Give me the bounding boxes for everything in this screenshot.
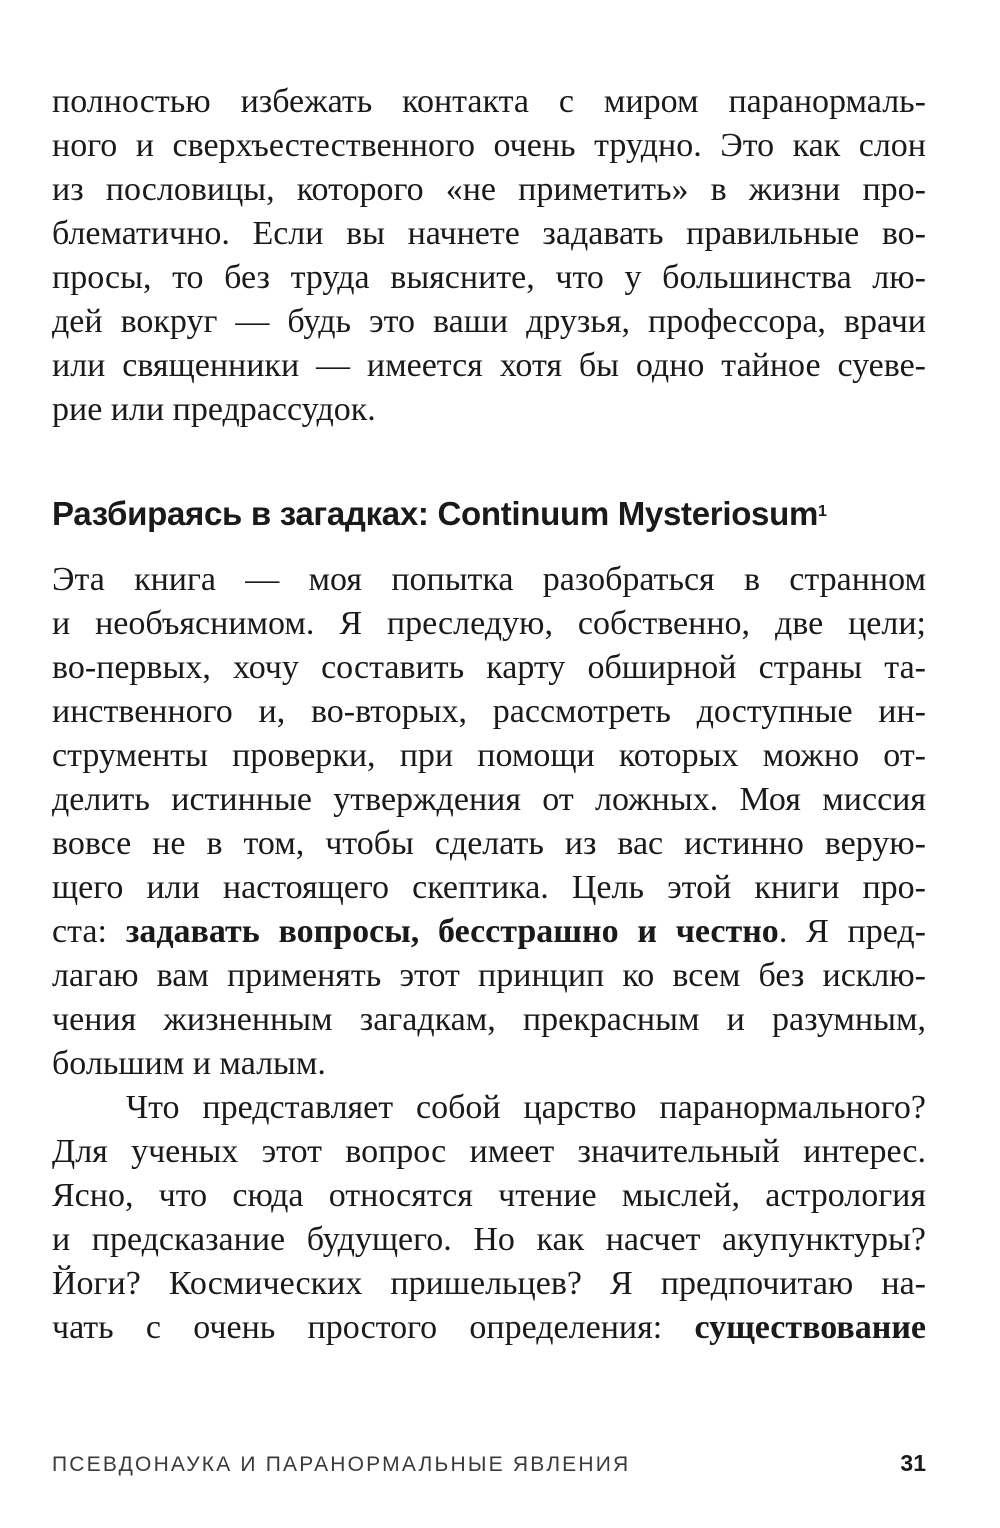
paragraph-1-line: из пословицы, которого «не приметить» в жизни про- <box>52 171 926 208</box>
line-text: ста: <box>52 913 126 950</box>
paragraph-2-line: и необъяснимом. Я преследую, собственно, две цели; <box>52 605 926 642</box>
page-footer <box>52 1450 926 1477</box>
paragraph-1-line: блематично. Если вы начнете задавать правильные во- <box>52 215 926 252</box>
paragraph-2-line: инственного и, во-вторых, рассмотреть доступные ин- <box>52 693 926 730</box>
paragraph-3-line: Йоги? Космических пришельцев? Я предпочитаю на- <box>52 1265 926 1302</box>
paragraph-2 <box>52 558 926 1086</box>
paragraph-1-line: рие или предрассудок. <box>52 391 376 428</box>
paragraph-1 <box>52 80 926 432</box>
paragraph-2-line: Эта книга — моя попытка разобраться в странном <box>52 561 926 598</box>
paragraph-2-line: чения жизненным загадкам, прекрасным и разумным, <box>52 1001 926 1038</box>
paragraph-2-line <box>52 910 926 954</box>
paragraph-1-line: полностью избежать контакта с миром паранормаль- <box>52 83 926 120</box>
emphasis-text: задавать вопросы, бесстрашно и честно <box>125 913 779 950</box>
paragraph-3-line: Что представляет собой царство паранормального? <box>126 1089 926 1126</box>
paragraph-1-line: дей вокруг — будь это ваши друзья, профессора, врачи <box>52 303 926 340</box>
footnote-mark: 1 <box>818 503 827 520</box>
emphasis-text: существование <box>694 1309 926 1346</box>
paragraph-1-line: ного и сверхъестественного очень трудно. Это как слон <box>52 127 926 164</box>
paragraph-2-line: вовсе не в том, чтобы сделать из вас истинно верую- <box>52 825 926 862</box>
paragraph-1-line: или священники — имеется хотя бы одно тайное суеве- <box>52 347 926 384</box>
paragraph-3 <box>52 1086 926 1350</box>
paragraph-3-line: и предсказание будущего. Но как насчет акупунктуры? <box>52 1221 926 1258</box>
line-text: чать с очень простого определения: <box>52 1309 695 1346</box>
page-number: 31 <box>900 1450 926 1476</box>
paragraph-2-line: большим и малым. <box>52 1045 326 1082</box>
section-heading-text: Разбираясь в загадках: Continuum Mysteriosum <box>52 495 819 532</box>
paragraph-3-line: Для ученых этот вопрос имеет значительный интерес. <box>52 1133 926 1170</box>
paragraph-3-line <box>52 1306 926 1350</box>
paragraph-1-line: просы, то без труда выясните, что у большинства лю- <box>52 259 926 296</box>
paragraph-2-line: щего или настоящего скептика. Цель этой книги про- <box>52 869 926 906</box>
paragraph-2-line: струменты проверки, при помощи которых можно от- <box>52 737 926 774</box>
paragraph-2-line: во-первых, хочу составить карту обширной страны та- <box>52 649 926 686</box>
paragraph-2-line: делить истинные утверждения от ложных. Моя миссия <box>52 781 926 818</box>
page-content <box>52 80 926 1350</box>
running-title: ПСЕВДОНАУКА И ПАРАНОРМАЛЬНЫЕ ЯВЛЕНИЯ <box>52 1453 631 1476</box>
paragraph-3-line: Ясно, что сюда относятся чтение мыслей, астрология <box>52 1177 926 1214</box>
line-text: . Я пред- <box>778 913 927 950</box>
paragraph-2-line: лагаю вам применять этот принцип ко всем без исклю- <box>52 957 926 994</box>
section-heading <box>52 492 926 536</box>
